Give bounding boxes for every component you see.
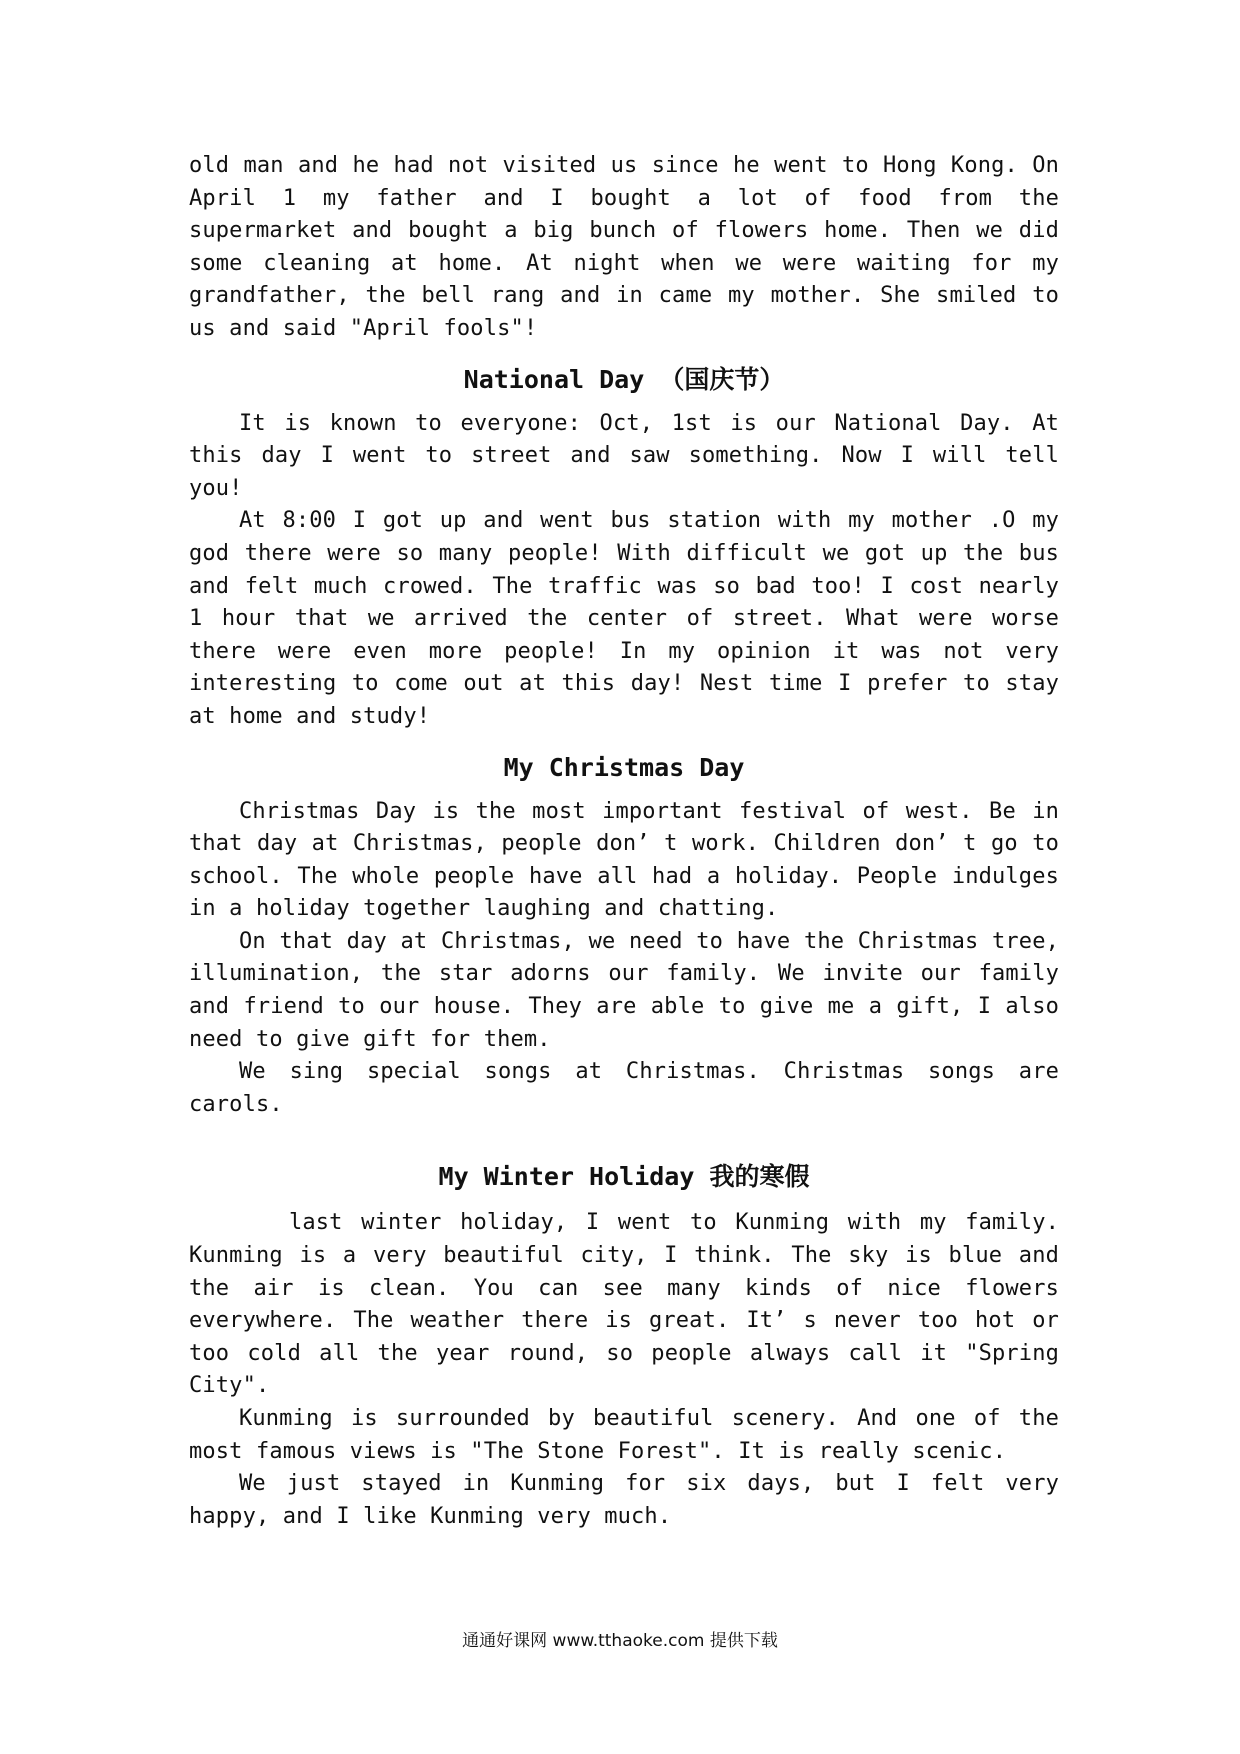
national-day-heading: National Day （国庆节） [463,364,785,394]
winter-holiday-heading: My Winter Holiday 我的寒假 [438,1162,810,1192]
winter-holiday-paragraph-2: Kunming is surrounded by beautiful scenery. And one of the most famous views is "The Stone Forest". It is really scenic. [189,1406,1059,1464]
christmas-paragraph-2: On that day at Christmas, we need to have the Christmas tree, illumination, the star adorns our family. We invite our family and friend to our house. They are able to give me a gift, I also need to give gift for them. [189,928,1059,1052]
national-day-paragraph-2: At 8:00 I got up and went bus station with my mother .O my god there were so many people! With difficult we got up the bus and felt much crowed. The traffic was so bad too! I cost nearly 1 hour that we arrived the center of street. What were worse there were even more people! In my opinion it was not very interesting to come out at this day! Nest time I prefer to stay at home and study! [189,508,1059,729]
intro-paragraph: old man and he had not visited us since he went to Hong Kong. On April 1 my father and I bought a lot of food from the supermarket and bought a big bunch of flowers home. Then we did some cleaning at home. At night when we were waiting for my grandfather, the bell rang and in came my mother. She smiled to us and said "April fools"! [189,153,1059,341]
christmas-paragraph-1: Christmas Day is the most important festival of west. Be in that day at Christmas, people don’ t work. Children don’ t go to school. The whole people have all had a holiday. People indulges in a holiday together laughing and chatting. [189,798,1059,922]
winter-holiday-paragraph-1: last winter holiday, I went to Kunming with my family. Kunming is a very beautiful city, I think. The sky is blue and the air is clean. You can see many kinds of nice flowers everywhere. The weather there is great. It’ s never too hot or too cold all the year round, so people always call it "Spring City". [189,1210,1059,1399]
document-page [189,150,1059,1533]
christmas-paragraph-3: We sing special songs at Christmas. Christmas songs are carols. [189,1059,1059,1117]
winter-holiday-paragraph-3: We just stayed in Kunming for six days, but I felt very happy, and I like Kunming very much. [189,1471,1059,1529]
christmas-heading: My Christmas Day [503,752,745,782]
national-day-paragraph-1: It is known to everyone: Oct, 1st is our National Day. At this day I went to street and saw something. Now I will tell you! [189,410,1059,501]
page-footer: 通通好课网 www.tthaoke.com 提供下载 [462,1631,778,1651]
